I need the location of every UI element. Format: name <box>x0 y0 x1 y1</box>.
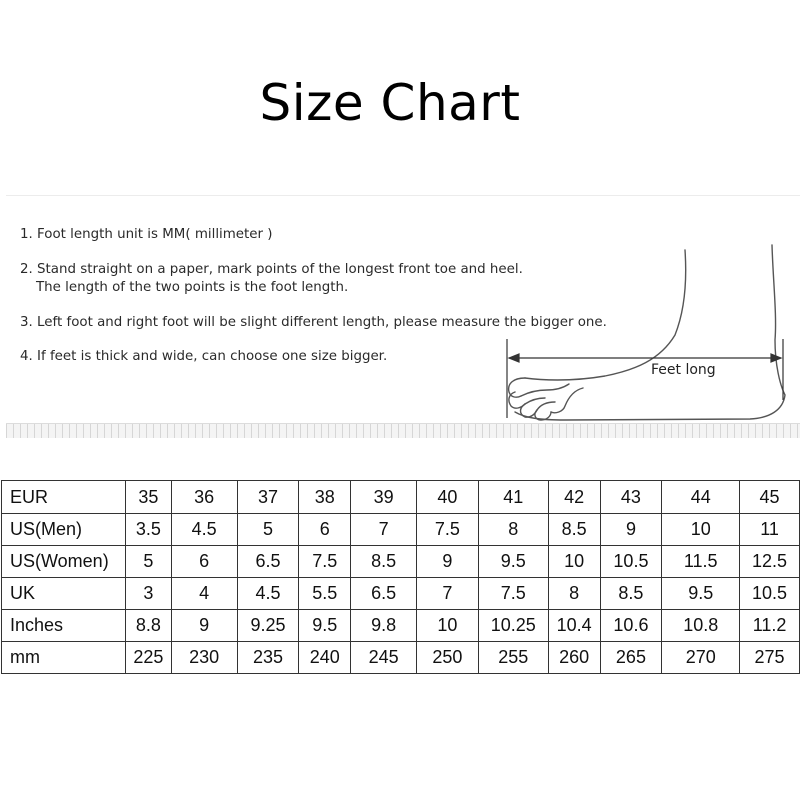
table-cell: 4.5 <box>171 514 237 546</box>
table-cell: 10 <box>417 610 479 642</box>
table-cell: 8.5 <box>548 514 600 546</box>
table-cell: 43 <box>600 481 662 514</box>
table-cell: 6.5 <box>237 546 299 578</box>
table-cell: 37 <box>237 481 299 514</box>
table-cell: 10 <box>548 546 600 578</box>
table-cell: 8 <box>548 578 600 610</box>
table-cell: 245 <box>351 642 417 674</box>
table-cell: 255 <box>478 642 548 674</box>
row-header: Inches <box>2 610 126 642</box>
row-header: UK <box>2 578 126 610</box>
table-cell: 265 <box>600 642 662 674</box>
table-cell: 11.5 <box>662 546 740 578</box>
table-cell: 12.5 <box>740 546 800 578</box>
table-cell: 39 <box>351 481 417 514</box>
table-cell: 6 <box>299 514 351 546</box>
row-header: EUR <box>2 481 126 514</box>
instruction-4: 4. If feet is thick and wide, can choose one size bigger. <box>20 349 388 364</box>
table-cell: 9 <box>417 546 479 578</box>
table-cell: 4 <box>171 578 237 610</box>
table-cell: 35 <box>125 481 171 514</box>
table-cell: 7.5 <box>299 546 351 578</box>
table-cell: 10.5 <box>740 578 800 610</box>
table-cell: 9.5 <box>478 546 548 578</box>
table-cell: 10.25 <box>478 610 548 642</box>
feet-long-label: Feet long <box>651 362 716 378</box>
instruction-1: 1. Foot length unit is MM( millimeter ) <box>20 227 273 242</box>
table-cell: 9 <box>171 610 237 642</box>
table-cell: 5 <box>237 514 299 546</box>
ruler-strip <box>6 423 800 438</box>
table-cell: 250 <box>417 642 479 674</box>
table-cell: 230 <box>171 642 237 674</box>
table-cell: 240 <box>299 642 351 674</box>
table-cell: 7 <box>417 578 479 610</box>
table-cell: 3 <box>125 578 171 610</box>
table-cell: 235 <box>237 642 299 674</box>
table-cell: 8.5 <box>600 578 662 610</box>
table-cell: 10.5 <box>600 546 662 578</box>
instruction-2-continued: The length of the two points is the foot length. <box>36 280 349 295</box>
table-cell: 38 <box>299 481 351 514</box>
table-cell: 10.6 <box>600 610 662 642</box>
table-row <box>2 481 800 514</box>
table-cell: 9.8 <box>351 610 417 642</box>
table-row <box>2 610 800 642</box>
table-cell: 10.4 <box>548 610 600 642</box>
table-cell: 270 <box>662 642 740 674</box>
table-cell: 10 <box>662 514 740 546</box>
table-cell: 8 <box>478 514 548 546</box>
table-cell: 7.5 <box>417 514 479 546</box>
row-header: US(Men) <box>2 514 126 546</box>
table-cell: 7.5 <box>478 578 548 610</box>
table-row <box>2 642 800 674</box>
table-cell: 9.25 <box>237 610 299 642</box>
table-cell: 10.8 <box>662 610 740 642</box>
table-cell: 9.5 <box>299 610 351 642</box>
table-cell: 8.8 <box>125 610 171 642</box>
table-row <box>2 578 800 610</box>
table-cell: 225 <box>125 642 171 674</box>
table-cell: 40 <box>417 481 479 514</box>
page-title: Size Chart <box>259 74 521 132</box>
size-table <box>1 480 800 674</box>
table-cell: 5.5 <box>299 578 351 610</box>
table-cell: 9.5 <box>662 578 740 610</box>
table-cell: 42 <box>548 481 600 514</box>
table-cell: 9 <box>600 514 662 546</box>
table-row <box>2 514 800 546</box>
table-cell: 6 <box>171 546 237 578</box>
table-cell: 7 <box>351 514 417 546</box>
table-cell: 45 <box>740 481 800 514</box>
row-header: mm <box>2 642 126 674</box>
table-cell: 6.5 <box>351 578 417 610</box>
table-cell: 36 <box>171 481 237 514</box>
table-row <box>2 546 800 578</box>
table-cell: 275 <box>740 642 800 674</box>
table-cell: 41 <box>478 481 548 514</box>
table-cell: 4.5 <box>237 578 299 610</box>
table-cell: 11 <box>740 514 800 546</box>
foot-illustration <box>485 40 800 425</box>
table-cell: 44 <box>662 481 740 514</box>
table-cell: 11.2 <box>740 610 800 642</box>
instruction-3: 3. Left foot and right foot will be slight different length, please measure the bigger one. <box>20 315 607 330</box>
table-cell: 8.5 <box>351 546 417 578</box>
table-cell: 3.5 <box>125 514 171 546</box>
table-cell: 5 <box>125 546 171 578</box>
instruction-2: 2. Stand straight on a paper, mark points of the longest front toe and heel. <box>20 262 523 277</box>
row-header: US(Women) <box>2 546 126 578</box>
table-cell: 260 <box>548 642 600 674</box>
